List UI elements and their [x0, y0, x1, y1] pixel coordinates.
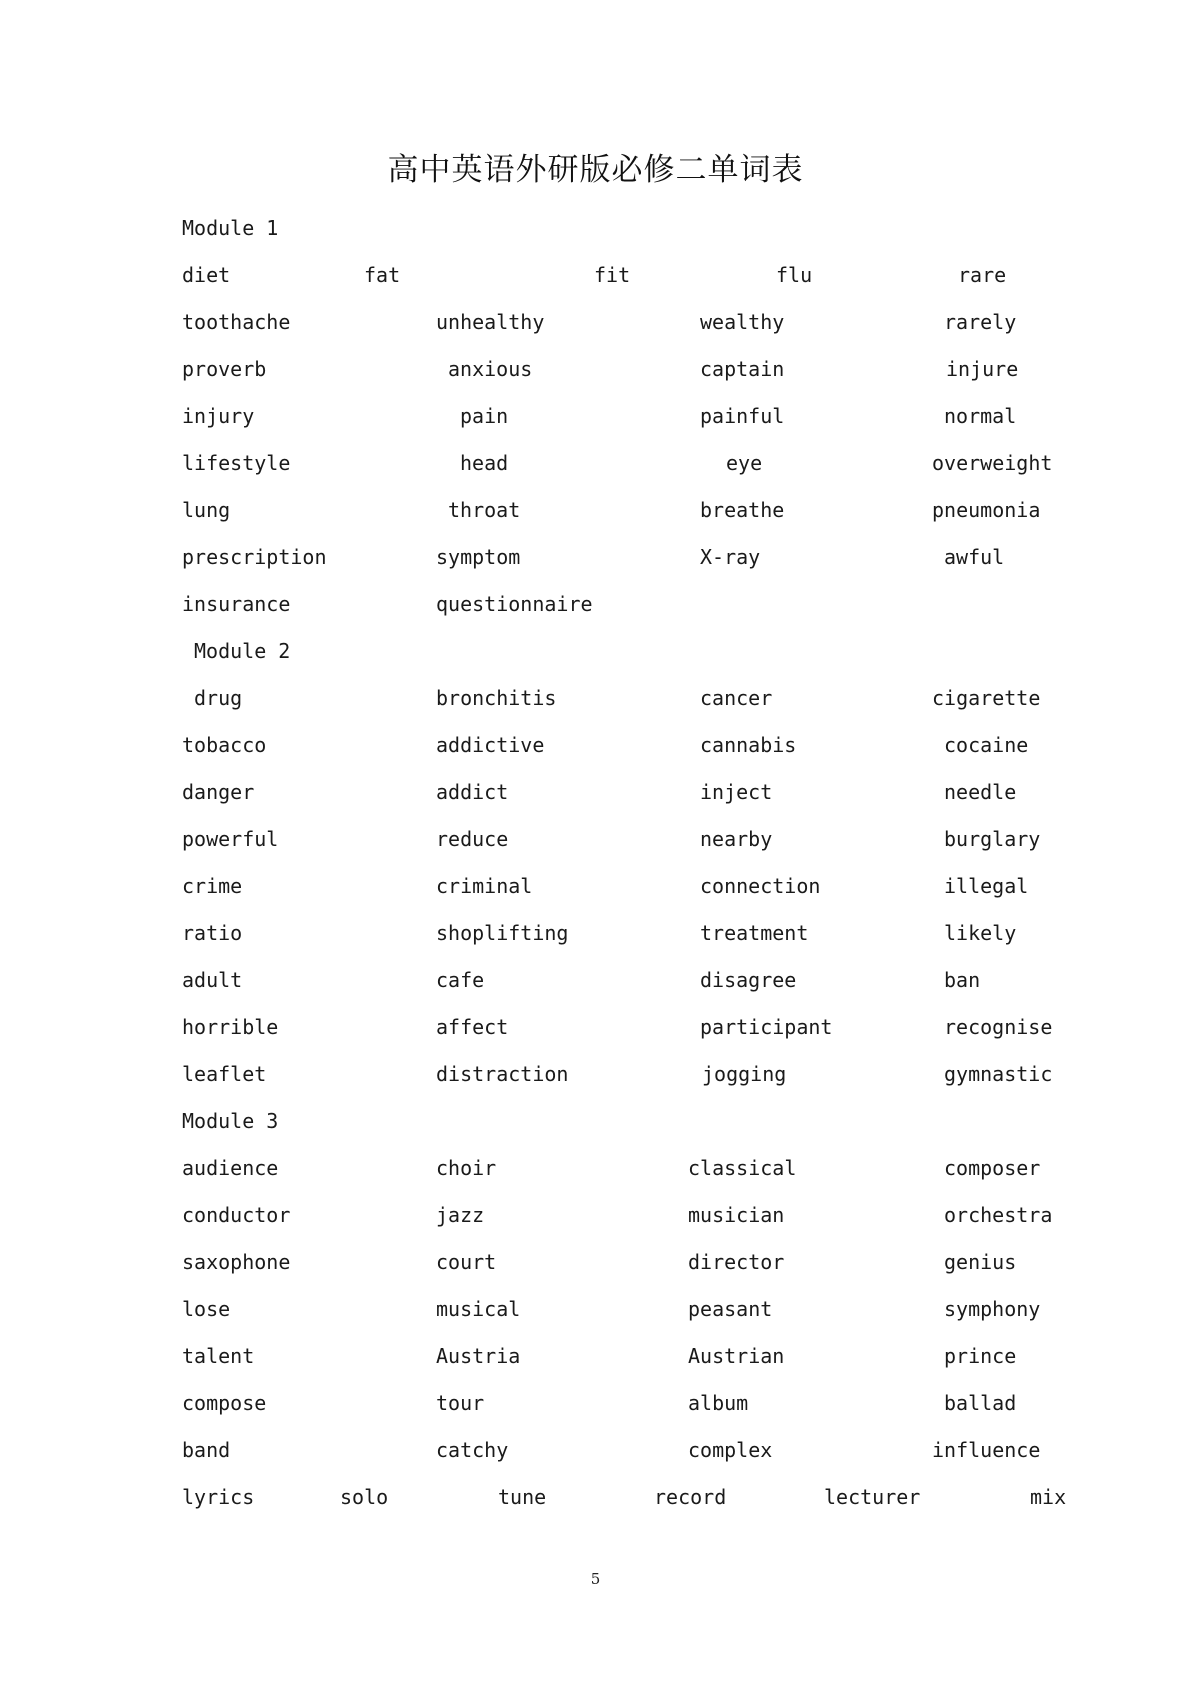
vocabulary-word: cigarette	[932, 686, 1041, 710]
vocabulary-word: ratio	[182, 921, 243, 945]
vocabulary-word: danger	[182, 780, 255, 804]
vocabulary-word: director	[688, 1250, 785, 1274]
vocabulary-word: participant	[700, 1015, 833, 1039]
vocabulary-word: jogging	[702, 1062, 787, 1086]
vocabulary-word: complex	[688, 1438, 773, 1462]
vocabulary-word: rare	[958, 263, 1007, 287]
vocabulary-word: throat	[448, 498, 521, 522]
vocabulary-word: treatment	[700, 921, 809, 945]
vocabulary-word: X-ray	[700, 545, 761, 569]
vocabulary-word: saxophone	[182, 1250, 291, 1274]
vocabulary-word: addict	[436, 780, 509, 804]
vocabulary-word: tour	[436, 1391, 485, 1415]
vocabulary-word: wealthy	[700, 310, 785, 334]
vocabulary-word: toothache	[182, 310, 291, 334]
vocabulary-word: injure	[946, 357, 1019, 381]
vocabulary-word: jazz	[436, 1203, 485, 1227]
module-heading: Module 1	[182, 216, 279, 240]
vocabulary-word: powerful	[182, 827, 279, 851]
vocabulary-word: conductor	[182, 1203, 291, 1227]
vocabulary-word: peasant	[688, 1297, 773, 1321]
vocabulary-word: likely	[944, 921, 1017, 945]
vocabulary-word: genius	[944, 1250, 1017, 1274]
vocabulary-word: illegal	[944, 874, 1029, 898]
vocabulary-word: classical	[688, 1156, 797, 1180]
vocabulary-word: questionnaire	[436, 592, 593, 616]
vocabulary-word: influence	[932, 1438, 1041, 1462]
vocabulary-word: band	[182, 1438, 231, 1462]
vocabulary-word: unhealthy	[436, 310, 545, 334]
vocabulary-word: orchestra	[944, 1203, 1053, 1227]
vocabulary-word: connection	[700, 874, 821, 898]
vocabulary-word: flu	[776, 263, 813, 287]
vocabulary-word: overweight	[932, 451, 1053, 475]
vocabulary-word: diet	[182, 263, 231, 287]
vocabulary-word: lecturer	[824, 1485, 921, 1509]
vocabulary-word: choir	[436, 1156, 497, 1180]
vocabulary-word: cafe	[436, 968, 485, 992]
vocabulary-word: burglary	[944, 827, 1041, 851]
vocabulary-word: musical	[436, 1297, 521, 1321]
vocabulary-word: composer	[944, 1156, 1041, 1180]
vocabulary-word: awful	[944, 545, 1005, 569]
vocabulary-word: ban	[944, 968, 981, 992]
vocabulary-word: normal	[944, 404, 1017, 428]
vocabulary-word: recognise	[944, 1015, 1053, 1039]
vocabulary-word: distraction	[436, 1062, 569, 1086]
vocabulary-word: nearby	[700, 827, 773, 851]
module-heading: Module 3	[182, 1109, 279, 1133]
vocabulary-word: proverb	[182, 357, 267, 381]
vocabulary-word: fit	[594, 263, 631, 287]
vocabulary-word: court	[436, 1250, 497, 1274]
vocabulary-word: talent	[182, 1344, 255, 1368]
vocabulary-word: record	[654, 1485, 727, 1509]
page-title: 高中英语外研版必修二单词表	[387, 152, 804, 188]
vocabulary-word: catchy	[436, 1438, 509, 1462]
vocabulary-word: solo	[340, 1485, 389, 1509]
vocabulary-word: symphony	[944, 1297, 1041, 1321]
vocabulary-word: ballad	[944, 1391, 1017, 1415]
vocabulary-word: head	[460, 451, 509, 475]
vocabulary-word: album	[688, 1391, 749, 1415]
vocabulary-word: reduce	[436, 827, 509, 851]
vocabulary-word: inject	[700, 780, 773, 804]
vocabulary-word: injury	[182, 404, 255, 428]
vocabulary-word: crime	[182, 874, 243, 898]
vocabulary-word: painful	[700, 404, 785, 428]
vocabulary-word: Austrian	[688, 1344, 785, 1368]
vocabulary-word: pneumonia	[932, 498, 1041, 522]
vocabulary-word: criminal	[436, 874, 533, 898]
vocabulary-word: tune	[498, 1485, 547, 1509]
vocabulary-word: breathe	[700, 498, 785, 522]
vocabulary-word: affect	[436, 1015, 509, 1039]
vocabulary-word: mix	[1030, 1485, 1067, 1509]
vocabulary-word: Austria	[436, 1344, 521, 1368]
vocabulary-word: lifestyle	[182, 451, 291, 475]
vocabulary-word: horrible	[182, 1015, 279, 1039]
vocabulary-word: disagree	[700, 968, 797, 992]
vocabulary-word: bronchitis	[436, 686, 557, 710]
page-number: 5	[590, 1570, 601, 1588]
vocabulary-word: cancer	[700, 686, 773, 710]
vocabulary-word: compose	[182, 1391, 267, 1415]
vocabulary-word: addictive	[436, 733, 545, 757]
vocabulary-word: cocaine	[944, 733, 1029, 757]
vocabulary-word: eye	[726, 451, 763, 475]
vocabulary-word: captain	[700, 357, 785, 381]
vocabulary-word: lung	[182, 498, 231, 522]
vocabulary-word: shoplifting	[436, 921, 569, 945]
vocabulary-word: fat	[364, 263, 401, 287]
vocabulary-word: symptom	[436, 545, 521, 569]
vocabulary-word: drug	[194, 686, 243, 710]
vocabulary-word: gymnastic	[944, 1062, 1053, 1086]
vocabulary-word: rarely	[944, 310, 1017, 334]
vocabulary-word: lose	[182, 1297, 231, 1321]
vocabulary-word: leaflet	[182, 1062, 267, 1086]
vocabulary-word: prince	[944, 1344, 1017, 1368]
vocabulary-word: adult	[182, 968, 243, 992]
vocabulary-word: lyrics	[182, 1485, 255, 1509]
vocabulary-word: pain	[460, 404, 509, 428]
vocabulary-word: anxious	[448, 357, 533, 381]
vocabulary-word: cannabis	[700, 733, 797, 757]
vocabulary-word: tobacco	[182, 733, 267, 757]
vocabulary-word: audience	[182, 1156, 279, 1180]
vocabulary-word: musician	[688, 1203, 785, 1227]
vocabulary-word: insurance	[182, 592, 291, 616]
module-heading: Module 2	[194, 639, 291, 663]
vocabulary-word: prescription	[182, 545, 327, 569]
vocabulary-word: needle	[944, 780, 1017, 804]
